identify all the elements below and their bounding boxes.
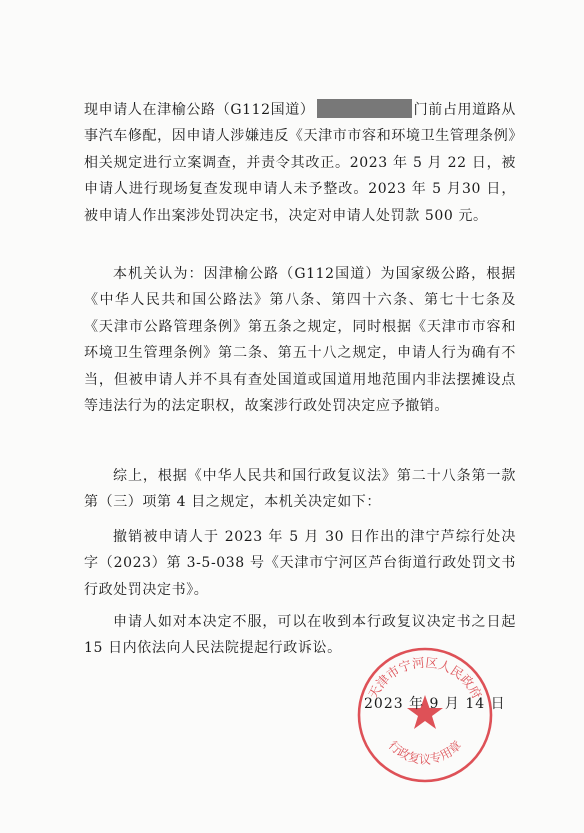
decision-date: 2023 年 9 月 14 日: [364, 696, 506, 712]
paragraph-decision: 撤销被申请人于 2023 年 5 月 30 日作出的津宁芦综行处决字（2023）第 3-5-038 号《天津市宁河区芦台街道行政处罚文书行政处罚决定书》。: [84, 529, 516, 598]
official-seal-icon: [350, 640, 500, 790]
redaction-block: [317, 99, 412, 118]
svg-text:行政复议专用章: 行政复议专用章: [385, 738, 465, 767]
paragraph-agency-opinion: 本机关认为：因津榆公路（G112国道）为国家级公路，根据《中华人民共和国公路法》第八条、第四十六条、第七十七条及《天津市公路管理条例》第五条之规定，同时根据《天津市市容和环境卫生管理条例》第二条、第五十八之规定，申请人行为确有不当，但被申请人并不具有查处国道或国道用地范围内非法摆摊设点等违法行为的法定职权，故案涉行政处罚决定应予撤销。: [84, 266, 516, 415]
paragraph-facts: [84, 97, 516, 229]
facts-text-before-redaction: 现申请人在津榆公路（G112国道）: [84, 102, 315, 118]
facts-text-after-redaction: 门前占用道路从事汽车修配，因申请人涉嫌违反《天津市市容和环境卫生管理条例》相关规定进行立案调查，并责令其改正。2023 年 5 月 22 日，被申请人进行现场复查发现申请人未予整改。2023 年 5 月30 日，被申请人作出案涉处罚决定书，决定对申请人处罚款 500 元。: [84, 102, 517, 224]
svg-text:天津市宁河区人民政府: 天津市宁河区人民政府: [365, 654, 485, 702]
paragraph-appeal-notice: 申请人如对本决定不服，可以在收到本行政复议决定书之日起 15 日内依法向人民法院提起行政诉讼。: [84, 614, 516, 657]
paragraph-legal-basis: 综上，根据《中华人民共和国行政复议法》第二十八条第一款第（三）项第 4 目之规定，本机关决定如下：: [84, 468, 516, 511]
